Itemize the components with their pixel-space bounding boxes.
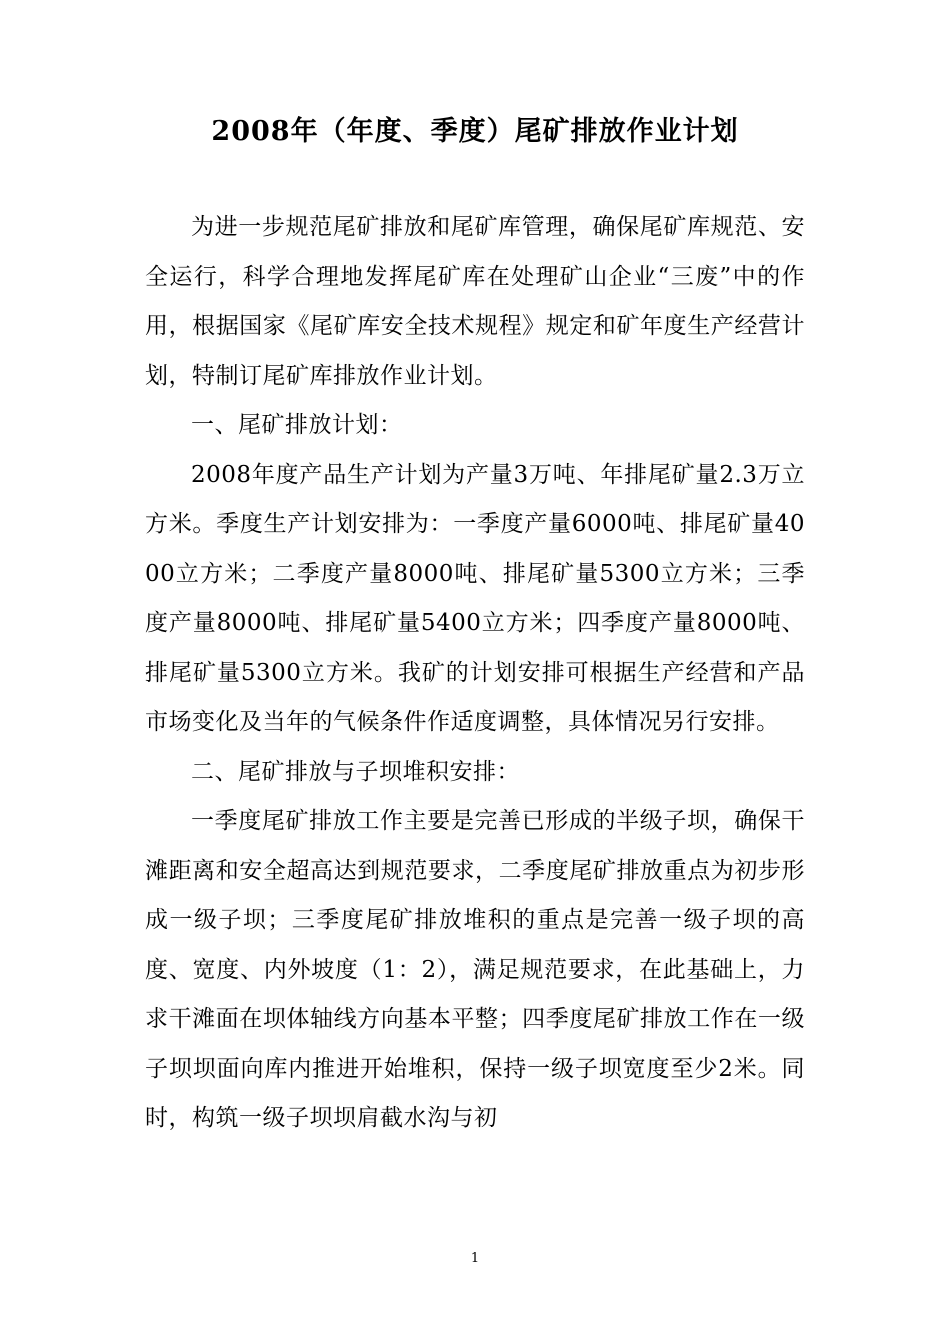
section-heading-dam-arrangement: 二、尾矿排放与子坝堆积安排：	[191, 758, 520, 785]
page-number: 1	[470, 1251, 480, 1266]
intro-paragraph: 为进一步规范尾矿排放和尾矿库管理，确保尾矿库规范、安全运行，科学合理地发挥尾矿库在处理矿山企业“三废”中的作用，根据国家《尾矿库安全技术规程》规定和矿年度生产经营计划，特制订尾矿库排放作业计划。	[145, 214, 805, 389]
discharge-plan-paragraph: 2008年度产品生产计划为产量3万吨、年排尾矿量2.3万立方米。季度生产计划安排为：一季度产量6000吨、排尾矿量4000立方米；二季度产量8000吨、排尾矿量5300立方米；三季度产量8000吨、排尾矿量5400立方米；四季度产量8000吨、排尾矿量5300立方米。我矿的计划安排可根据生产经营和产品市场变化及当年的气候条件作适度调整，具体情况另行安排。	[145, 461, 805, 735]
dam-arrangement-paragraph: 一季度尾矿排放工作主要是完善已形成的半级子坝，确保干滩距离和安全超高达到规范要求，二季度尾矿排放重点为初步形成一级子坝；三季度尾矿排放堆积的重点是完善一级子坝的高度、宽度、内外坡度（1：2），满足规范要求，在此基础上，力求干滩面在坝体轴线方向基本平整；四季度尾矿排放工作在一级子坝坝面向库内推进开始堆积，保持一级子坝宽度至少2米。同时，构筑一级子坝坝肩截水沟与初	[145, 808, 805, 1131]
document-body	[145, 203, 805, 1144]
section-heading-discharge-plan: 一、尾矿排放计划：	[191, 412, 403, 438]
document-title: 2008年（年度、季度）尾矿排放作业计划	[211, 116, 739, 147]
